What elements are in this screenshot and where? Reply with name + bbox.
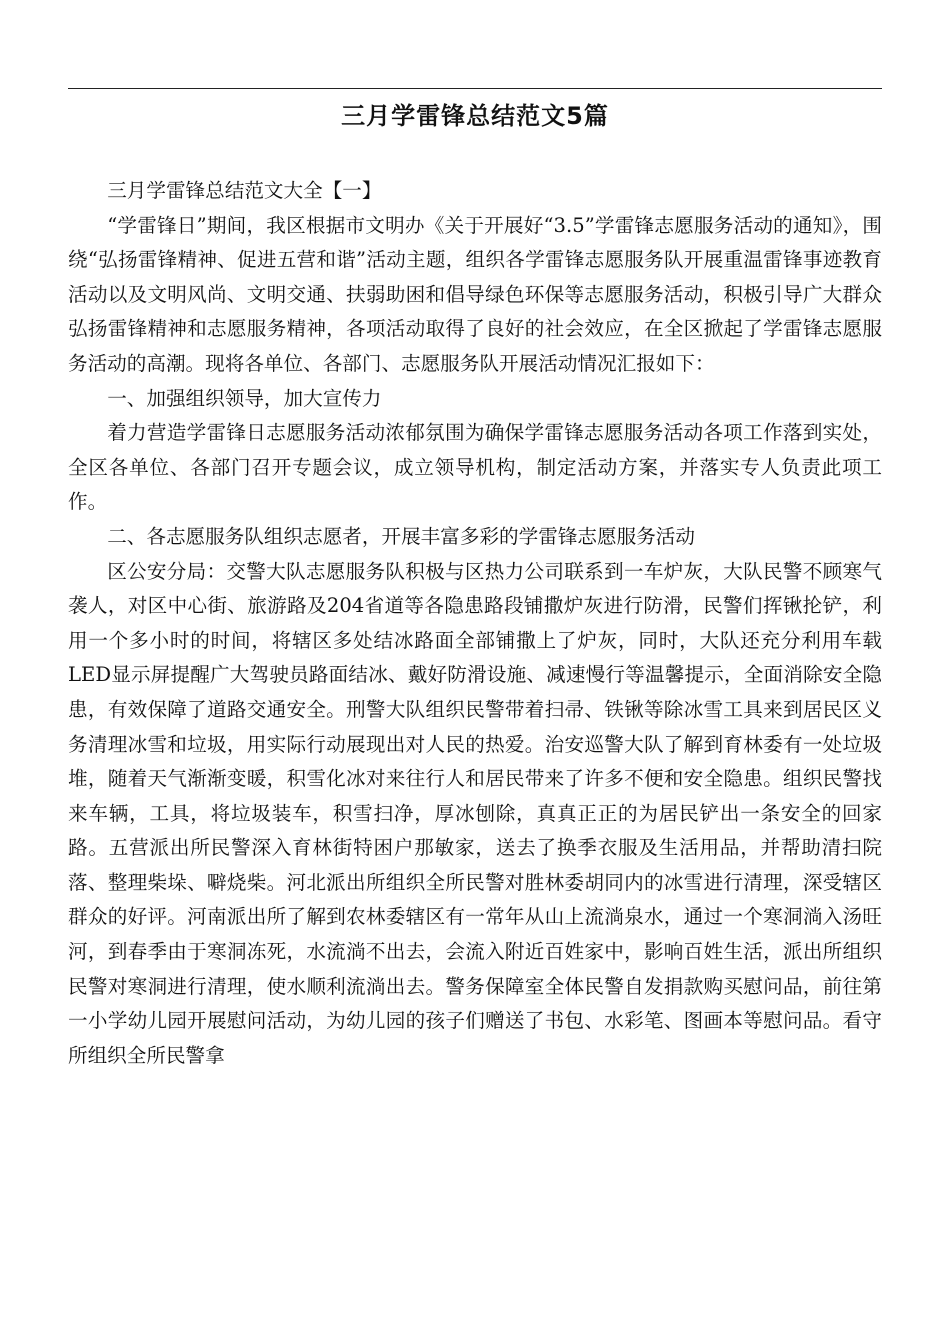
document-body (68, 174, 882, 1073)
header-rule (68, 88, 882, 89)
subheading-two: 二、各志愿服务队组织志愿者，开展丰富多彩的学雷锋志愿服务活动 (107, 524, 695, 548)
intro-paragraph: “学雷锋日”期间，我区根据市文明办《关于开展好“3.5”学雷锋志愿服务活动的通知》，围绕“弘扬雷锋精神、促进五营和谐”活动主题，组织各学雷锋志愿服务队开展重温雷锋事迹教育活动以及文明风尚、文明交通、扶弱助困和倡导绿色环保等志愿服务活动，积极引导广大群众弘扬雷锋精神和志愿服务精神，各项活动取得了良好的社会效应，在全区掀起了学雷锋志愿服务活动的高潮。现将各单位、各部门、志愿服务队开展活动情况汇报如下： (68, 213, 882, 375)
paragraph-police-bureau: 区公安分局：交警大队志愿服务队积极与区热力公司联系到一车炉灰，大队民警不顾寒气袭人，对区中心街、旅游路及204省道等各隐患路段铺撒炉灰进行防滑，民警们挥锹抡铲，利用一个多小时的时间，将辖区多处结冰路面全部铺撒上了炉灰，同时，大队还充分利用车载LED显示屏提醒广大驾驶员路面结冰、戴好防滑设施、减速慢行等温馨提示，全面消除安全隐患，有效保障了道路交通安全。刑警大队组织民警带着扫帚、铁锹等除冰雪工具来到居民区义务清理冰雪和垃圾，用实际行动展现出对人民的热爱。治安巡警大队了解到育林委有一处垃圾堆，随着天气渐渐变暖，积雪化冰对来往行人和居民带来了许多不便和安全隐患。组织民警找来车辆，工具，将垃圾装车，积雪扫净，厚冰刨除，真真正正的为居民铲出一条安全的回家路。五营派出所民警深入育林街特困户那敏家，送去了换季衣服及生活用品，并帮助清扫院落、整理柴垛、噼烧柴。河北派出所组织全所民警对胜林委胡同内的冰雪进行清理，深受辖区群众的好评。河南派出所了解到农林委辖区有一常年从山上流淌泉水，通过一个寒洞淌入汤旺河，到春季由于寒洞冻死，水流淌不出去，会流入附近百姓家中，影响百姓生活，派出所组织民警对寒洞进行清理，使水顺利流淌出去。警务保障室全体民警自发捐款购买慰问品，前往第一小学幼儿园开展慰问活动，为幼儿园的孩子们赠送了书包、水彩笔、图画本等慰问品。看守所组织全所民警拿 (68, 559, 882, 1067)
subheading-one: 一、加强组织领导，加大宣传力 (107, 386, 382, 410)
paragraph-organization: 着力营造学雷锋日志愿服务活动浓郁氛围为确保学雷锋志愿服务活动各项工作落到实处，全区各单位、各部门召开专题会议，成立领导机构，制定活动方案，并落实专人负责此项工作。 (68, 421, 882, 514)
section-heading: 三月学雷锋总结范文大全【一】 (107, 179, 382, 202)
document-title: 三月学雷锋总结范文5篇 (341, 102, 609, 130)
